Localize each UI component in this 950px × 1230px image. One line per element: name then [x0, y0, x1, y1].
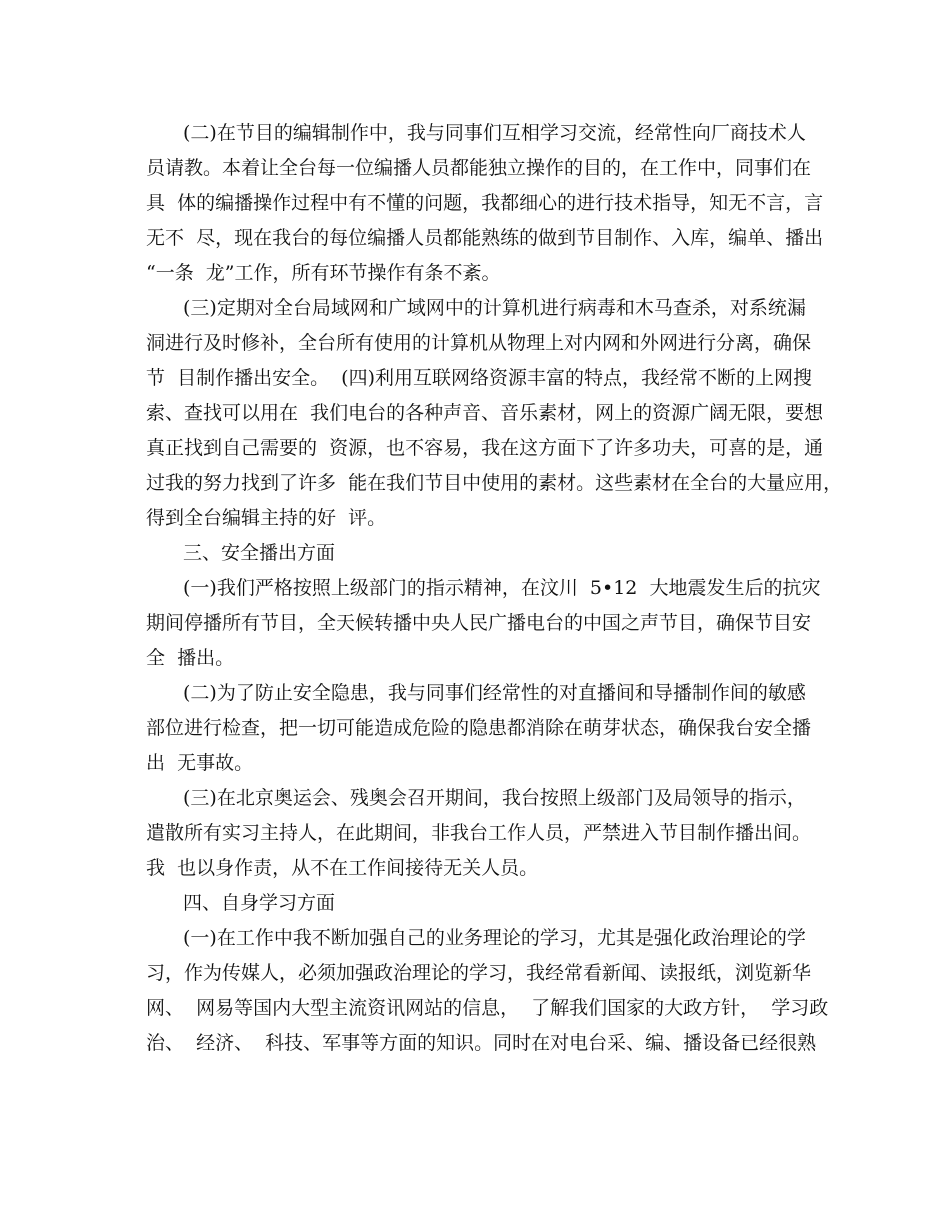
paragraph-line: (一)在工作中我不断加强自己的业务理论的学习，尤其是强化政治理论的学	[183, 927, 806, 949]
paragraph-line: (二)在节目的编辑制作中，我与同事们互相学习交流，经常性向厂商技术人	[183, 122, 806, 144]
paragraph-line: 习，作为传媒人，必须加强政治理论的学习，我经常看新闻、读报纸，浏览新华	[146, 962, 812, 984]
paragraph-line: (一)我们严格按照上级部门的指示精神，在汶川 5•12 大地震发生后的抗灾	[183, 577, 821, 599]
paragraph-line: (三)定期对全台局域网和广域网中的计算机进行病毒和木马查杀，对系统漏	[183, 297, 806, 319]
paragraph-line: 期间停播所有节目，全天候转播中央人民广播电台的中国之声节目，确保节目安	[146, 612, 812, 634]
paragraph-line: 索、查找可以用在 我们电台的各种声音、音乐素材，网上的资源广阔无限，要想	[146, 402, 824, 424]
paragraph-line: 治、 经济、 科技、军事等方面的知识。同时在对电台采、编、播设备已经很熟	[146, 1032, 817, 1054]
paragraph-line: (三)在北京奥运会、残奥会召开期间，我台按照上级部门及局领导的指示，	[183, 787, 806, 809]
paragraph-line: 全 播出。	[146, 647, 235, 669]
paragraph-line: 节 目制作播出安全。 (四)利用互联网络资源丰富的特点，我经常不断的上网搜	[146, 367, 812, 389]
paragraph-line: 得到全台编辑主持的好 评。	[146, 507, 387, 529]
section-heading: 四、自身学习方面	[183, 892, 336, 914]
section-heading: 三、安全播出方面	[183, 542, 336, 564]
paragraph-line: 无不 尽，现在我台的每位编播人员都能熟练的做到节目制作、入库，编单、播出	[146, 227, 824, 249]
paragraph-line: 出 无事故。	[146, 752, 254, 774]
paragraph-line: 遣散所有实习主持人，在此期间，非我台工作人员，严禁进入节目制作播出间。	[146, 822, 812, 844]
paragraph-line: “一条 龙”工作，所有环节操作有条不紊。	[146, 262, 501, 284]
paragraph-line: (二)为了防止安全隐患，我与同事们经常性的对直播间和导播制作间的敏感	[183, 682, 806, 704]
paragraph-line: 网、 网易等国内大型主流资讯网站的信息， 了解我们国家的大政方针， 学习政	[146, 997, 829, 1019]
paragraph-line: 洞进行及时修补，全台所有使用的计算机从物理上对内网和外网进行分离，确保	[146, 332, 812, 354]
paragraph-line: 我 也以身作责，从不在工作间接待无关人员。	[146, 857, 539, 879]
paragraph-line: 过我的努力找到了许多 能在我们节目中使用的素材。这些素材在全台的大量应用，	[146, 472, 843, 494]
paragraph-line: 员请教。本着让全台每一位编播人员都能独立操作的目的，在工作中，同事们在	[146, 157, 812, 179]
paragraph-line: 部位进行检查，把一切可能造成危险的隐患都消除在萌芽状态，确保我台安全播	[146, 717, 812, 739]
paragraph-line: 具 体的编播操作过程中有不懂的问题，我都细心的进行技术指导，知无不言，言	[146, 192, 824, 214]
paragraph-line: 真正找到自己需要的 资源，也不容易，我在这方面下了许多功夫，可喜的是，通	[146, 437, 824, 459]
